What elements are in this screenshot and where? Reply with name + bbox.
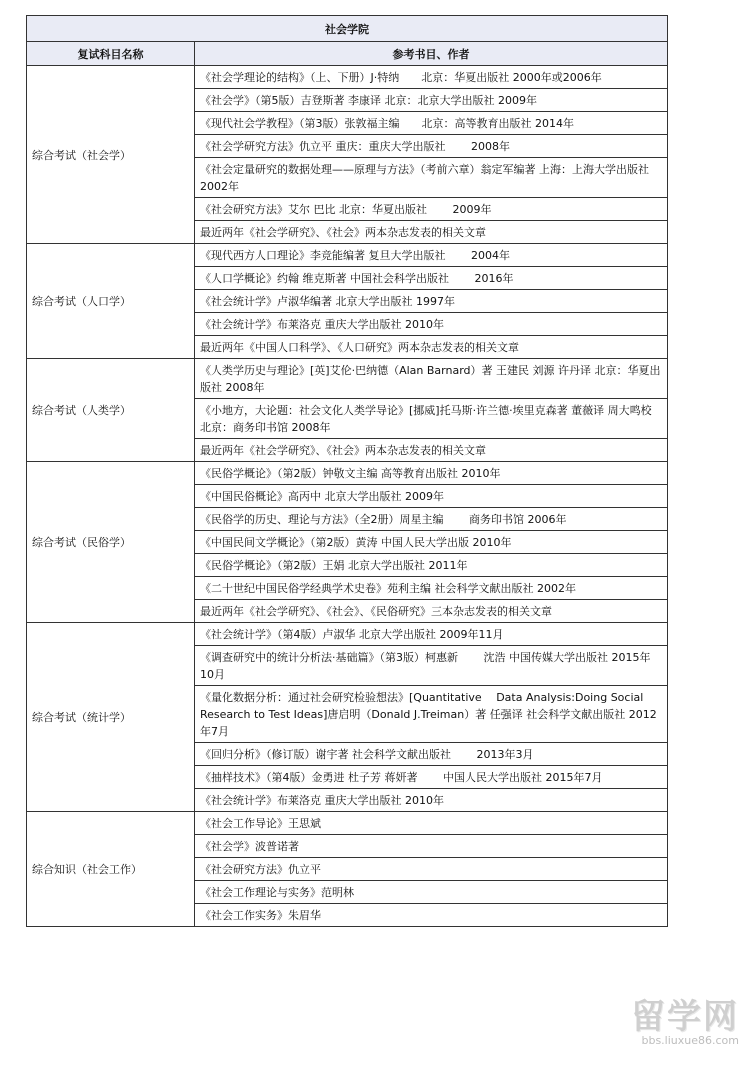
book-cell: 《社会学研究方法》仇立平 重庆：重庆大学出版社 2008年: [195, 135, 668, 158]
book-cell: 《社会定量研究的数据处理——原理与方法》（考前六章）翁定军编著 上海：上海大学出版社 2002年: [195, 158, 668, 198]
book-cell: 《中国民间文学概论》（第2版）黄涛 中国人民大学出版 2010年: [195, 531, 668, 554]
book-cell: 《社会学》（第5版）吉登斯著 李康译 北京：北京大学出版社 2009年: [195, 89, 668, 112]
table-row: [27, 623, 668, 646]
book-cell: 《民俗学概论》（第2版）王娟 北京大学出版社 2011年: [195, 554, 668, 577]
watermark-domain: bbs.liuxue86.com: [641, 1034, 739, 1047]
table-title: 社会学院: [27, 16, 668, 42]
reference-table: [26, 15, 668, 927]
book-cell: 《社会统计学》（第4版）卢淑华 北京大学出版社 2009年11月: [195, 623, 668, 646]
subject-cell: 综合考试（人类学）: [27, 359, 195, 462]
book-cell: 《抽样技术》（第4版）金勇进 杜子芳 蒋妍著 中国人民大学出版社 2015年7月: [195, 766, 668, 789]
book-cell: 《社会统计学》布莱洛克 重庆大学出版社 2010年: [195, 313, 668, 336]
book-cell: 《小地方，大论题：社会文化人类学导论》[挪威]托马斯·许兰德·埃里克森著 董薇译 周大鸣校 北京：商务印书馆 2008年: [195, 399, 668, 439]
book-cell: 《社会学》波普诺著: [195, 835, 668, 858]
reference-table-body: [27, 16, 668, 927]
table-row: [27, 812, 668, 835]
book-cell: 《社会工作导论》王思斌: [195, 812, 668, 835]
watermark-logo: [631, 998, 739, 1047]
book-cell: 《社会统计学》布莱洛克 重庆大学出版社 2010年: [195, 789, 668, 812]
book-cell: 《人口学概论》约翰 维克斯著 中国社会科学出版社 2016年: [195, 267, 668, 290]
book-cell: 《二十世纪中国民俗学经典学术史卷》苑利主编 社会科学文献出版社 2002年: [195, 577, 668, 600]
subject-cell: 综合知识（社会工作）: [27, 812, 195, 927]
table-row: [27, 359, 668, 399]
table-row: [27, 66, 668, 89]
watermark-logo-text: 留学网: [631, 997, 739, 1037]
book-cell: 《社会工作实务》朱眉华: [195, 904, 668, 927]
book-cell: 《回归分析》（修订版）谢宇著 社会科学文献出版社 2013年3月: [195, 743, 668, 766]
table-row: [27, 244, 668, 267]
book-cell: 《民俗学的历史、理论与方法》（全2册）周星主编 商务印书馆 2006年: [195, 508, 668, 531]
table-row: [27, 462, 668, 485]
book-cell: 《人类学历史与理论》[英]艾伦·巴纳德（Alan Barnard）著 王建民 刘源 许丹译 北京：华夏出版社 2008年: [195, 359, 668, 399]
book-cell: 《社会工作理论与实务》范明林: [195, 881, 668, 904]
book-cell: 《中国民俗概论》高丙中 北京大学出版社 2009年: [195, 485, 668, 508]
book-cell: 《社会研究方法》仇立平: [195, 858, 668, 881]
book-cell: 《社会研究方法》艾尔 巴比 北京：华夏出版社 2009年: [195, 198, 668, 221]
book-cell: 最近两年《社会学研究》、《社会》两本杂志发表的相关文章: [195, 439, 668, 462]
book-cell: 《民俗学概论》（第2版）钟敬文主编 高等教育出版社 2010年: [195, 462, 668, 485]
subject-cell: 综合考试（社会学）: [27, 66, 195, 244]
book-cell: 《现代社会学教程》（第3版）张敦福主编 北京：高等教育出版社 2014年: [195, 112, 668, 135]
header-books: 参考书目、作者: [195, 42, 668, 66]
subject-cell: 综合考试（民俗学）: [27, 462, 195, 623]
table-title-row: [27, 16, 668, 42]
table-header-row: [27, 42, 668, 66]
book-cell: 最近两年《中国人口科学》、《人口研究》两本杂志发表的相关文章: [195, 336, 668, 359]
book-cell: 最近两年《社会学研究》、《社会》两本杂志发表的相关文章: [195, 221, 668, 244]
subject-cell: 综合考试（人口学）: [27, 244, 195, 359]
book-cell: 《调查研究中的统计分析法·基础篇》（第3版）柯惠新 沈浩 中国传媒大学出版社 2015年10月: [195, 646, 668, 686]
subject-cell: 综合考试（统计学）: [27, 623, 195, 812]
book-cell: 《社会统计学》卢淑华编著 北京大学出版社 1997年: [195, 290, 668, 313]
header-subject: 复试科目名称: [27, 42, 195, 66]
book-cell: 最近两年《社会学研究》、《社会》、《民俗研究》三本杂志发表的相关文章: [195, 600, 668, 623]
book-cell: 《现代西方人口理论》李竞能编著 复旦大学出版社 2004年: [195, 244, 668, 267]
book-cell: 《量化数据分析：通过社会研究检验想法》[Quantitative Data Analysis:Doing Social Research to Test Ideas]唐启明（Donald J.Treiman）著 任强译 社会科学文献出版社 2012年7月: [195, 686, 668, 743]
book-cell: 《社会学理论的结构》（上、下册）J·特纳 北京：华夏出版社 2000年或2006年: [195, 66, 668, 89]
